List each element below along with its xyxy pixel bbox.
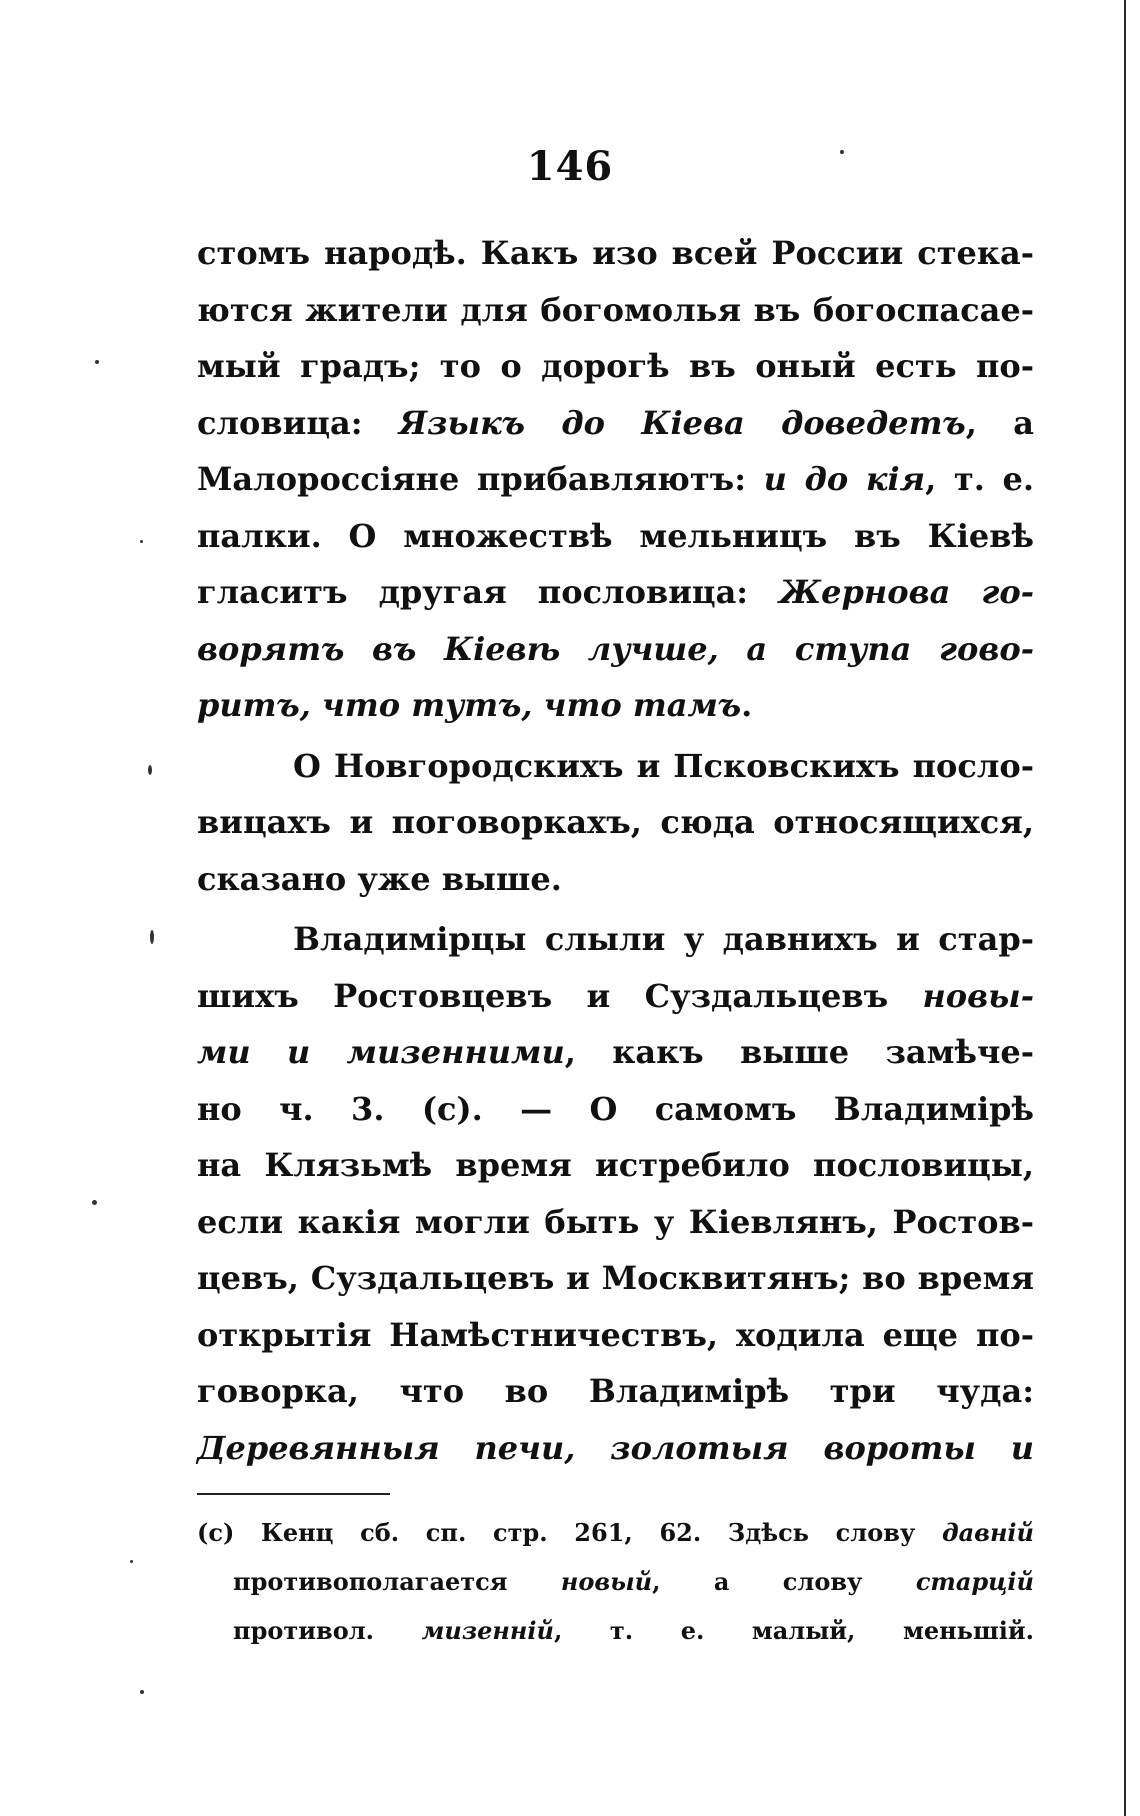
footnote-text: , т. е. малый, меньшій. [553, 1616, 1035, 1645]
footnote-italic-text: новый [560, 1567, 653, 1596]
main-text [197, 225, 1034, 1476]
body-line [197, 621, 1034, 678]
footnote-line [197, 1606, 1034, 1655]
footnote-text: (c) Кенц сб. сп. стр. 261, 62. Здѣсь слову [197, 1518, 942, 1547]
scan-speck [148, 765, 152, 775]
body-text: вицахъ и поговоркахъ, сюда относящихся, [197, 803, 1034, 841]
scan-speck [840, 150, 844, 154]
body-text: на Клязьмѣ время истребило пословицы, [197, 1146, 1034, 1184]
body-line [197, 1137, 1034, 1194]
body-line [197, 911, 1034, 968]
page-edge-line [1124, 0, 1126, 1816]
body-italic-text: новы- [922, 976, 1034, 1015]
footnote-text: противополагается [233, 1567, 561, 1596]
body-italic-text: и до кія [763, 460, 926, 498]
body-text: О Новгородскихъ и Псковскихъ посло- [293, 746, 1034, 785]
body-italic-text: ворятъ въ Кіевѣ лучше, а ступа гово- [197, 629, 1034, 668]
body-text: , какъ выше замѣче- [564, 1033, 1035, 1071]
footnote-separator [197, 1493, 390, 1495]
body-line [197, 677, 1034, 734]
footnote-italic-text: старцій [915, 1567, 1034, 1596]
body-italic-text: ритъ, что тутъ, что тамъ [197, 686, 742, 724]
body-text: но ч. 3. (c). — О самомъ Владимірѣ [197, 1089, 1034, 1128]
body-text: , а [965, 403, 1035, 442]
body-text: словица: [197, 403, 399, 442]
footnote-italic-text: мизенній [421, 1616, 554, 1645]
body-line [197, 851, 1034, 908]
body-text: открытія Намѣстничествъ, ходила еще по- [197, 1315, 1034, 1354]
body-line [197, 451, 1034, 508]
body-line [197, 1081, 1034, 1138]
body-text: ются жители для богомолья въ богоспасае- [197, 290, 1034, 329]
body-line [197, 1307, 1034, 1364]
body-line [197, 225, 1034, 282]
scan-speck [95, 360, 99, 364]
body-text: , т. е. [925, 460, 1035, 498]
body-text: если какія могли быть у Кіевлянъ, Ростов- [197, 1202, 1034, 1241]
body-line [197, 1420, 1034, 1477]
body-italic-text: Языкъ до Кіева доведетъ [398, 403, 966, 442]
footnote [197, 1508, 1034, 1655]
footnote-line [197, 1557, 1034, 1606]
body-line [197, 1363, 1034, 1420]
body-italic-text: Жернова го- [779, 573, 1034, 611]
body-line [197, 738, 1034, 795]
body-italic-text: ми и мизенними [197, 1033, 565, 1071]
body-line [197, 395, 1034, 452]
body-text: . [741, 686, 753, 724]
body-text: мый градъ; то о дорогѣ въ оный есть по- [197, 347, 1034, 385]
body-text: палки. О множествѣ мельницъ въ Кіевѣ [197, 516, 1034, 555]
body-text: Владимірцы слыли у давнихъ и стар- [293, 920, 1034, 958]
body-text: Малороссіяне прибавляютъ: [197, 460, 764, 498]
body-text: шихъ Ростовцевъ и Суздальцевъ [197, 976, 923, 1015]
body-line [197, 338, 1034, 395]
scan-speck [150, 930, 154, 944]
body-line [197, 1250, 1034, 1307]
body-text: говорка, что во Владимірѣ три чуда: [197, 1372, 1034, 1410]
body-line [197, 508, 1034, 565]
body-line [197, 794, 1034, 851]
body-text: гласитъ другая пословица: [197, 573, 780, 611]
body-line [197, 564, 1034, 621]
body-line [197, 1024, 1034, 1081]
footnote-line [197, 1508, 1034, 1557]
body-line [197, 1194, 1034, 1251]
footnote-text: , а слову [652, 1567, 916, 1596]
footnote-text: противол. [233, 1616, 422, 1645]
body-text: сказано уже выше. [197, 859, 562, 898]
body-line [197, 282, 1034, 339]
page-number: 146 [526, 143, 614, 190]
scan-speck [140, 1690, 144, 1694]
scan-speck [130, 1560, 133, 1563]
body-text: цевъ, Суздальцевъ и Москвитянъ; во время [197, 1259, 1034, 1297]
body-text: стомъ народѣ. Какъ изо всей России стека- [197, 234, 1034, 272]
scan-speck [92, 1200, 97, 1205]
scan-speck [140, 540, 143, 543]
body-line [197, 968, 1034, 1025]
footnote-italic-text: давній [941, 1518, 1034, 1547]
body-italic-text: Деревянныя печи, золотыя вороты и [197, 1428, 1034, 1467]
